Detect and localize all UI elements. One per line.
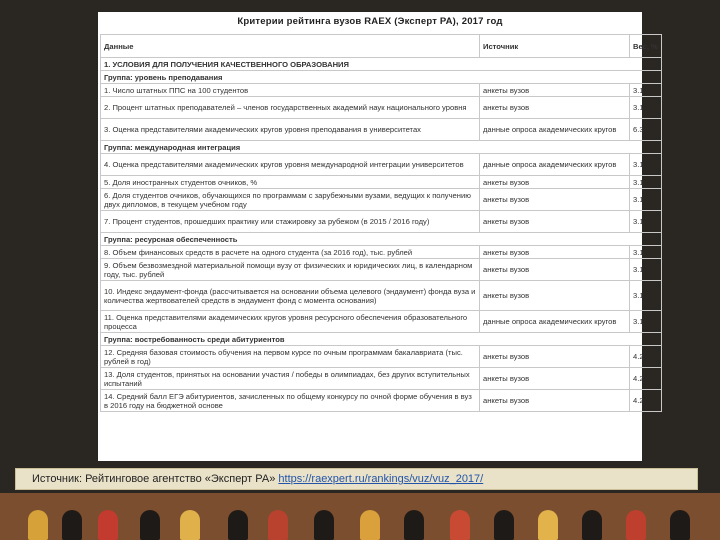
source-cell: данные опроса академических кругов [480,119,630,141]
weight-cell: 3.1 [630,259,662,281]
source-link[interactable]: https://raexpert.ru/rankings/vuz/vuz_2017/ [278,473,484,485]
source-cell: анкеты вузов [480,189,630,211]
group-heading: Группа: международная интеграция [101,141,662,154]
person-silhouette [360,510,380,540]
source-cell: анкеты вузов [480,259,630,281]
table-body [101,58,662,412]
weight-cell: 3.1 [630,211,662,233]
weight-cell: 3.1 [630,281,662,311]
weight-cell: 3.1 [630,176,662,189]
column-header-weight: Вес, % [630,35,662,58]
criterion-cell: 4. Оценка представителями академических кругов уровня международной интеграции университетов [101,154,480,176]
weight-cell: 3.1 [630,154,662,176]
source-cell: анкеты вузов [480,368,630,390]
table-row [101,346,662,368]
decorative-people-band [0,493,720,540]
person-silhouette [98,510,118,540]
table-row [101,84,662,97]
person-silhouette [180,510,200,540]
criterion-cell: 12. Средняя базовая стоимость обучения на первом курсе по очным программам бакалавриата (тыс. рублей в год) [101,346,480,368]
source-cell: анкеты вузов [480,211,630,233]
person-silhouette [140,510,160,540]
group-row [101,333,662,346]
weight-cell: 3.1 [630,84,662,97]
criterion-cell: 14. Средний балл ЕГЭ абитуриентов, зачисленных по общему конкурсу по очной форме обучения в вуз в 2016 году на бюджетной основе [101,390,480,412]
source-cell: данные опроса академических кругов [480,154,630,176]
source-cell: данные опроса академических кругов [480,311,630,333]
weight-cell: 3.1 [630,189,662,211]
group-heading: Группа: ресурсная обеспеченность [101,233,662,246]
weight-cell: 6.3 [630,119,662,141]
section-row [101,58,662,71]
person-silhouette [494,510,514,540]
column-header-data: Данные [101,35,480,58]
group-row [101,233,662,246]
criterion-cell: 13. Доля студентов, принятых на основании участия / победы в олимпиадах, без других вступительных испытаний [101,368,480,390]
table-row [101,281,662,311]
table-row [101,311,662,333]
person-silhouette [670,510,690,540]
person-silhouette [450,510,470,540]
weight-cell: 4.2 [630,368,662,390]
source-cell: анкеты вузов [480,97,630,119]
source-cell: анкеты вузов [480,281,630,311]
person-silhouette [538,510,558,540]
table-row [101,154,662,176]
criterion-cell: 8. Объем финансовых средств в расчете на одного студента (за 2016 год), тыс. рублей [101,246,480,259]
column-header-source: Источник [480,35,630,58]
source-cell: анкеты вузов [480,346,630,368]
criterion-cell: 11. Оценка представителями академических кругов уровня ресурсного обеспечения образовательного процесса [101,311,480,333]
criterion-cell: 9. Объем безвозмездной материальной помощи вузу от физических и юридических лиц, в календарном году, тыс. рублей [101,259,480,281]
criterion-cell: 7. Процент студентов, прошедших практику или стажировку за рубежом (в 2015 / 2016 году) [101,211,480,233]
table-row [101,189,662,211]
table-row [101,176,662,189]
group-row [101,141,662,154]
source-caption [15,468,698,490]
criterion-cell: 6. Доля студентов очников, обучающихся по программам с зарубежными вузами, ведущих к получению двух дипломов, в текущем учебном году [101,189,480,211]
person-silhouette [28,510,48,540]
source-cell: анкеты вузов [480,246,630,259]
table-header-row [101,35,662,58]
weight-cell: 3.1 [630,97,662,119]
table-row [101,246,662,259]
weight-cell: 3.1 [630,311,662,333]
criterion-cell: 1. Число штатных ППС на 100 студентов [101,84,480,97]
person-silhouette [62,510,82,540]
table-row [101,119,662,141]
criterion-cell: 5. Доля иностранных студентов очников, % [101,176,480,189]
table-row [101,390,662,412]
weight-cell: 4.2 [630,346,662,368]
group-heading: Группа: востребованность среди абитуриентов [101,333,662,346]
criteria-document [98,12,658,461]
group-heading: Группа: уровень преподавания [101,71,662,84]
criterion-cell: 2. Процент штатных преподавателей – членов государственных академий наук национального уровня [101,97,480,119]
weight-cell: 4.2 [630,390,662,412]
source-cell: анкеты вузов [480,176,630,189]
person-silhouette [404,510,424,540]
person-silhouette [626,510,646,540]
person-silhouette [228,510,248,540]
criterion-cell: 3. Оценка представителями академических кругов уровня преподавания в университетах [101,119,480,141]
table-row [101,368,662,390]
table-row [101,211,662,233]
person-silhouette [582,510,602,540]
table-row [101,259,662,281]
source-cell: анкеты вузов [480,84,630,97]
source-label: Источник: Рейтинговое агентство «Эксперт РА» [32,473,279,485]
section-heading: 1. УСЛОВИЯ ДЛЯ ПОЛУЧЕНИЯ КАЧЕСТВЕННОГО ОБРАЗОВАНИЯ [101,58,662,71]
criteria-table [100,34,662,412]
criterion-cell: 10. Индекс эндаумент-фонда (рассчитывается на основании объема целевого (эндаумент) фонда вуза и количества жертвователей средств в эндаумент фонд с момента основания) [101,281,480,311]
weight-cell: 3.1 [630,246,662,259]
group-row [101,71,662,84]
person-silhouette [314,510,334,540]
document-title: Критерии рейтинга вузов RAEX (Эксперт РА), 2017 год [237,16,503,27]
table-row [101,97,662,119]
source-cell: анкеты вузов [480,390,630,412]
person-silhouette [268,510,288,540]
